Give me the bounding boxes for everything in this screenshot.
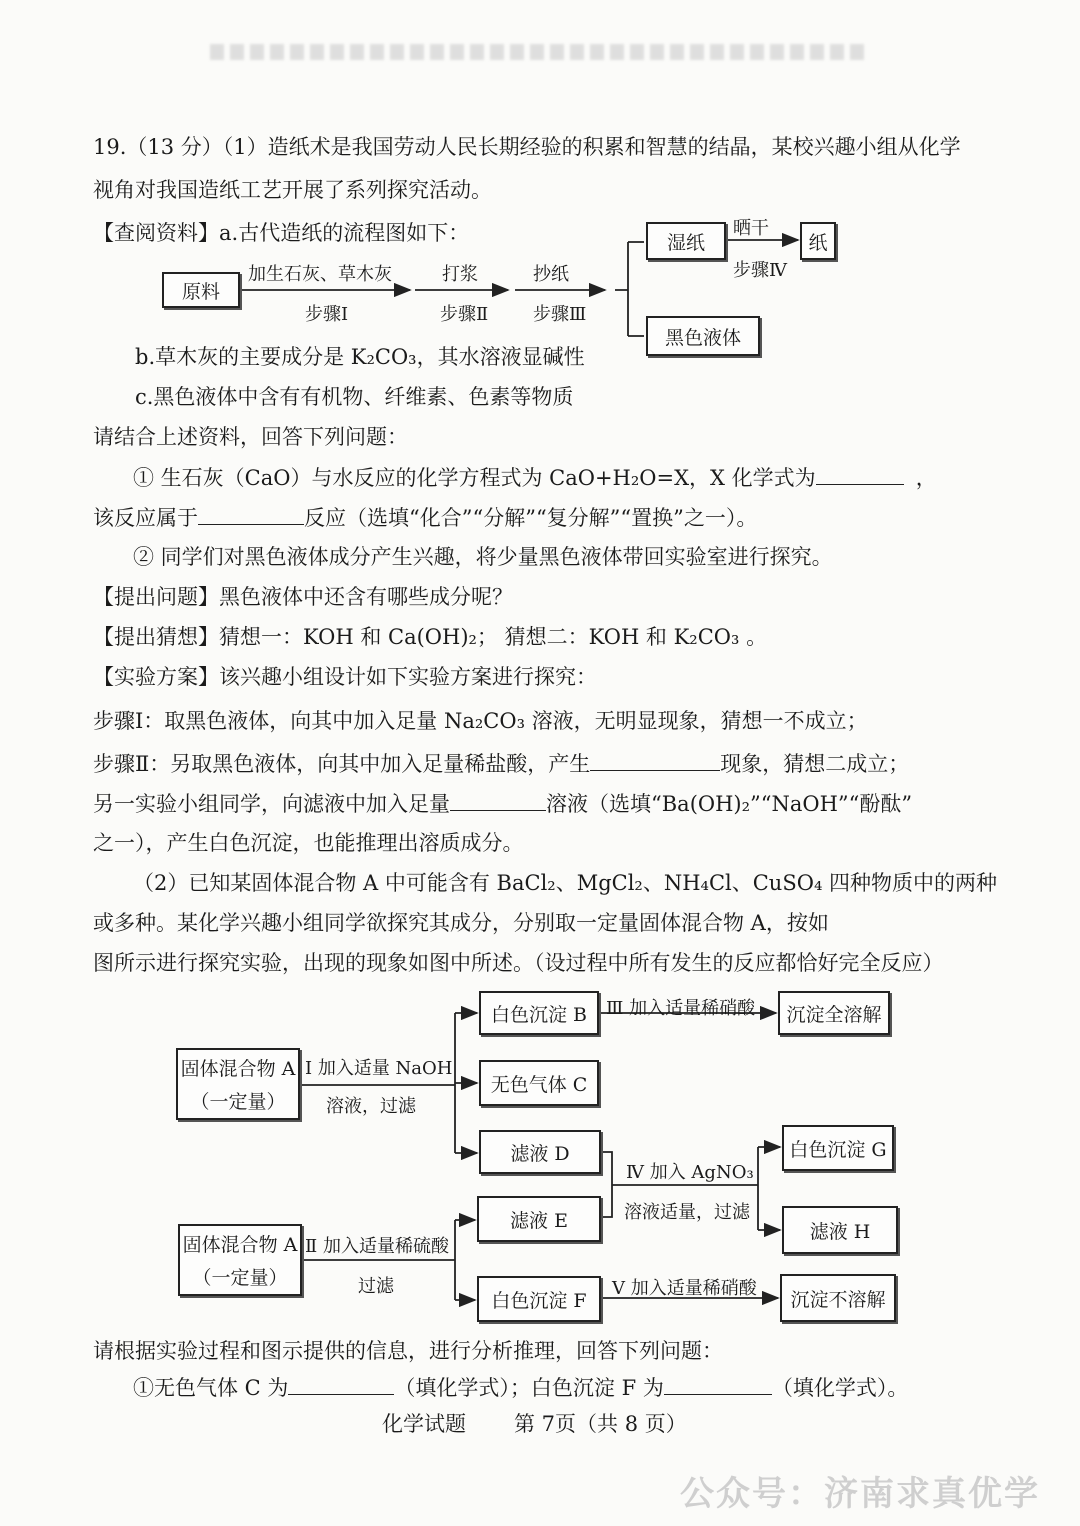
final-prompt: 请根据实验过程和图示提供的信息，进行分析推理，回答下列问题： [93, 1339, 723, 1363]
q1-b-pre: 该反应属于 [93, 506, 198, 530]
solid-a2-line2: （一定量） [192, 1267, 288, 1289]
white-precipitate-f: 白色沉淀 F [477, 1276, 601, 1322]
final-q-a: ①无色气体 C 为 [133, 1376, 289, 1400]
black-liquid-box: 黑色液体 [646, 316, 760, 356]
step-2-post: 现象，猜想二成立； [720, 752, 910, 776]
solid-a1-line2: （一定量） [190, 1091, 286, 1113]
ask-question: 【提出问题】黑色液体中还含有哪些成分呢？ [93, 585, 513, 609]
colorless-gas-c: 无色气体 C [479, 1060, 599, 1106]
op2-reagent: Ⅱ 加入适量稀硫酸 [305, 1236, 449, 1257]
q2-text: ② 同学们对黑色液体成分产生兴趣，将少量黑色液体带回实验室进行探究。 [133, 545, 833, 569]
watermark: 公众号：济南求真优学 [680, 1474, 1040, 1514]
step2-label: 步骤Ⅱ [440, 304, 489, 325]
filtrate-e: 滤液 E [477, 1196, 601, 1242]
white-precipitate-b: 白色沉淀 B [479, 991, 599, 1035]
ref-c: c.黑色液体中含有有机物、纤维素、色素等物质 [135, 385, 574, 409]
filtrate-h: 滤液 H [782, 1206, 898, 1254]
step4-action: 晒干 [733, 218, 769, 239]
op1-action: 溶液，过滤 [326, 1096, 416, 1117]
step4-label: 步骤Ⅳ [733, 260, 787, 281]
step3-action: 抄纸 [533, 264, 569, 285]
step3-label: 步骤Ⅲ [533, 304, 587, 325]
precipitate-dissolves: 沉淀全溶解 [778, 991, 890, 1035]
other-post: 溶液（选填“Ba(OH)₂”“NaOH”“酚酞” [546, 792, 913, 816]
solid-mixture-a-2 [178, 1224, 302, 1296]
op3-reagent: Ⅲ 加入适量稀硝酸 [606, 998, 756, 1019]
question-head: 19.（13 分）（1）造纸术是我国劳动人民长期经验的积累和智慧的结晶，某校兴趣小组从化学 [93, 135, 961, 159]
solid-a1-line1: 固体混合物 A [180, 1058, 296, 1080]
op1-reagent: Ⅰ 加入适量 NaOH [305, 1058, 453, 1079]
precipitate-not-dissolved: 沉淀不溶解 [780, 1274, 896, 1322]
other-pre: 另一实验小组同学，向滤液中加入足量 [93, 792, 450, 816]
final-q-b: （填化学式）；白色沉淀 F 为 [394, 1376, 664, 1400]
solid-a2-line1: 固体混合物 A [182, 1234, 298, 1256]
footer-page: 第 7页（共 8 页） [514, 1412, 687, 1436]
part2-a: （2）已知某固体混合物 A 中可能含有 BaCl₂、MgCl₂、NH₄Cl、CuSO₄ 四种物质中的两种 [133, 871, 998, 895]
step-2-pre: 步骤Ⅱ：另取黑色液体，向其中加入足量稀盐酸，产生 [93, 752, 591, 776]
wet-paper-box: 湿纸 [646, 222, 726, 260]
part2-b: 或多种。某化学兴趣小组同学欲探究其成分，分别取一定量固体混合物 A，按如 [93, 911, 829, 935]
step1-label: 步骤Ⅰ [305, 304, 349, 325]
white-precipitate-g: 白色沉淀 G [782, 1125, 894, 1171]
op5-reagent: Ⅴ 加入适量稀硝酸 [612, 1278, 757, 1299]
q1-b-post: 反应（选填“化合”“分解”“复分解”“置换”之一）。 [304, 506, 758, 530]
op2-action: 过滤 [358, 1276, 394, 1297]
footer-title: 化学试题 [382, 1412, 466, 1436]
part2-c: 图所示进行探究实验，出现的现象如图中所述。（设过程中所有发生的反应都恰好完全反应） [93, 951, 944, 975]
final-q-c: （填化学式）。 [771, 1376, 909, 1400]
raw-material-box: 原料 [162, 272, 240, 308]
paper-box: 纸 [800, 222, 836, 260]
experiment-plan: 【实验方案】该兴趣小组设计如下实验方案进行探究： [93, 665, 597, 689]
other-2: 之一），产生白色沉淀，也能推理出溶质成分。 [93, 831, 524, 855]
ref-a: 【查阅资料】a.古代造纸的流程图如下： [93, 221, 470, 245]
answer-blank-precipitate-f[interactable] [664, 1372, 772, 1395]
filtrate-d: 滤液 D [479, 1130, 601, 1174]
answer-blank-gas-c[interactable] [288, 1372, 394, 1395]
op4-reagent: Ⅳ 加入 AgNO₃ [626, 1162, 754, 1183]
q1-end: ， [915, 466, 937, 490]
answer-blank-phenomenon[interactable] [590, 748, 720, 771]
solid-mixture-a-1 [176, 1048, 300, 1120]
answer-blank-reagent[interactable] [450, 788, 546, 811]
hypotheses: 【提出猜想】猜想一：KOH 和 Ca(OH)₂； 猜想二：KOH 和 K₂CO₃ 。 [93, 625, 768, 649]
answer-blank-x[interactable] [816, 462, 904, 485]
step2-action: 打浆 [442, 264, 478, 285]
prompt: 请结合上述资料，回答下列问题： [93, 425, 408, 449]
step1-reagent: 加生石灰、草木灰 [248, 264, 392, 285]
ref-b: b.草木灰的主要成分是 K₂CO₃，其水溶液显碱性 [135, 345, 585, 369]
op4-action: 溶液适量，过滤 [624, 1202, 750, 1223]
answer-blank-reaction-type[interactable] [198, 502, 304, 525]
q1-text: ① 生石灰（CaO）与水反应的化学方程式为 CaO+H₂O=X，X 化学式为 [133, 466, 816, 490]
question-head-2: 视角对我国造纸工艺开展了系列探究活动。 [93, 178, 492, 202]
step-1: 步骤Ⅰ：取黑色液体，向其中加入足量 Na₂CO₃ 溶液，无明显现象，猜想一不成立； [93, 709, 868, 733]
